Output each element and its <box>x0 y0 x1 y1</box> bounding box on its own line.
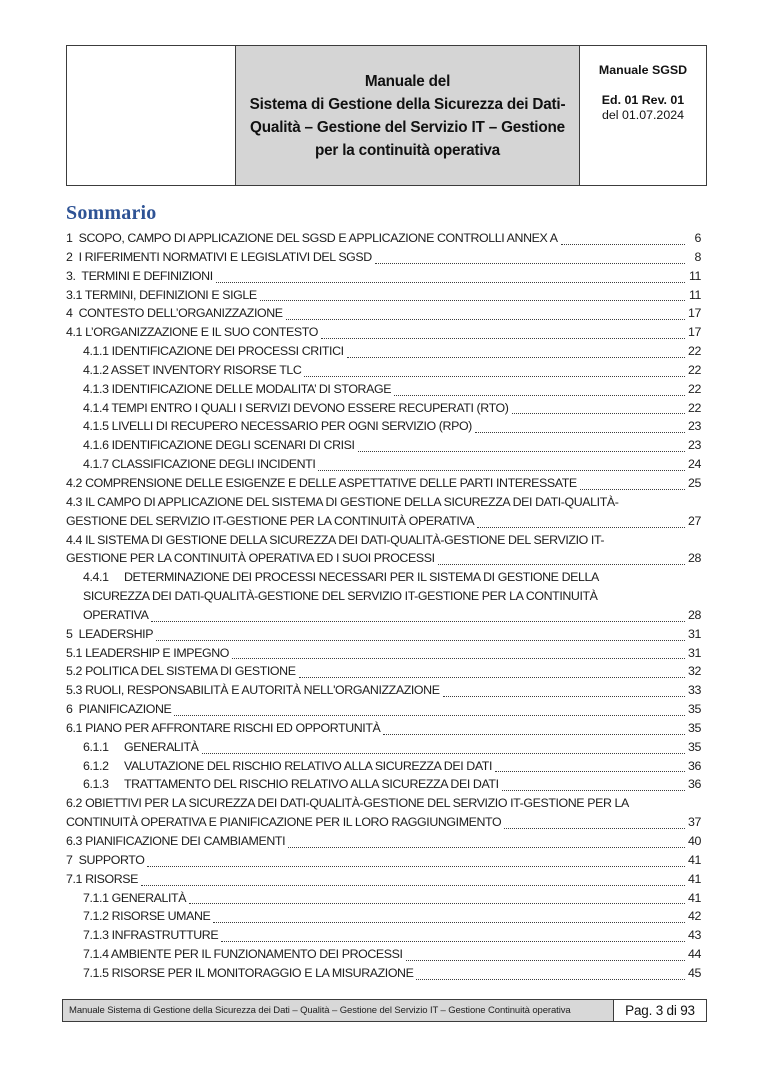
toc-row <box>66 757 701 776</box>
toc-page-number: 41 <box>688 890 701 905</box>
toc-row <box>66 323 701 342</box>
toc-entry-text: 7.1.2 RISORSE UMANE <box>83 909 211 924</box>
document-title-cell <box>236 46 580 185</box>
toc-entry-number: 6.1.2 <box>83 758 109 773</box>
toc-page-number: 35 <box>688 720 701 735</box>
dot-leader <box>288 832 685 848</box>
toc-row <box>66 229 701 248</box>
toc-page-number: 43 <box>688 928 701 943</box>
dot-leader <box>299 662 685 678</box>
toc-entry-text: 4.1.3 IDENTIFICAZIONE DELLE MODALITA’ DI STORAGE <box>83 381 392 396</box>
dot-leader <box>475 417 685 433</box>
dot-leader <box>318 455 685 471</box>
dot-leader <box>504 813 685 829</box>
toc-entry-text: 7.1.5 RISORSE PER IL MONITORAGGIO E LA MISURAZIONE <box>83 965 414 980</box>
dot-leader <box>286 304 685 320</box>
toc-page-number: 35 <box>688 702 701 717</box>
toc-page-number: 11 <box>688 287 701 302</box>
toc-entry-text: VALUTAZIONE DEL RISCHIO RELATIVO ALLA SICUREZZA DEI DATI <box>124 758 492 773</box>
toc-row <box>66 549 701 568</box>
toc-page-number: 17 <box>688 325 701 340</box>
dot-leader <box>151 606 685 622</box>
dot-leader <box>416 964 685 980</box>
toc-entry-text: 1 SCOPO, CAMPO DI APPLICAZIONE DEL SGSD E APPLICAZIONE CONTROLLI ANNEX A <box>66 231 558 245</box>
toc-row <box>66 436 701 455</box>
dot-leader <box>375 248 685 264</box>
toc-row <box>66 662 701 681</box>
dot-leader <box>189 889 685 905</box>
toc-entry-text: 3.1 TERMINI, DEFINIZIONI E SIGLE <box>66 287 257 302</box>
toc-entry-number: 4.4.1 <box>83 570 109 585</box>
toc-row <box>66 644 701 663</box>
toc-page-number: 22 <box>688 344 701 359</box>
dot-leader <box>438 549 685 565</box>
toc-entry-text: 7 SUPPORTO <box>66 852 145 867</box>
toc-entry-text: 7.1.4 AMBIENTE PER IL FUNZIONAMENTO DEI PROCESSI <box>83 947 403 962</box>
dot-leader <box>394 380 685 396</box>
toc-entry-text: 4.4 IL SISTEMA DI GESTIONE DELLA SICUREZZA DEI DATI-QUALITÀ-GESTIONE DEL SERVIZIO IT- <box>66 532 605 547</box>
toc-page-number: 23 <box>688 419 701 434</box>
toc-row <box>66 587 701 606</box>
toc-row <box>66 945 701 964</box>
dot-leader <box>174 700 685 716</box>
dot-leader <box>147 851 685 867</box>
toc-row <box>66 474 701 493</box>
toc-row <box>66 512 701 531</box>
toc-page-number: 11 <box>688 268 701 283</box>
toc-row <box>66 248 701 267</box>
toc-row <box>66 361 701 380</box>
toc-page-number: 31 <box>688 626 701 641</box>
toc-entry-text: 4.1.7 CLASSIFICAZIONE DEGLI INCIDENTI <box>83 457 316 472</box>
toc-page-number: 8 <box>694 249 701 264</box>
toc-entry-text: 6 PIANIFICAZIONE <box>66 702 172 717</box>
toc-page-number: 37 <box>688 815 701 830</box>
toc-row <box>66 794 701 813</box>
toc-row <box>66 926 701 945</box>
doc-edition-date: del 01.07.2024 <box>602 108 684 122</box>
toc-row <box>66 380 701 399</box>
dot-leader <box>358 436 685 452</box>
toc-row <box>66 700 701 719</box>
table-of-contents <box>66 229 701 983</box>
toc-entry-text: GESTIONE PER LA CONTINUITÀ OPERATIVA ED I SUOI PROCESSI <box>66 551 435 566</box>
toc-entry-text: GENERALITÀ <box>124 739 199 754</box>
dot-leader <box>321 323 685 339</box>
dot-leader <box>495 757 685 773</box>
dot-leader <box>304 361 685 377</box>
toc-row <box>66 417 701 436</box>
toc-row <box>66 907 701 926</box>
toc-page-number: 45 <box>688 965 701 980</box>
dot-leader <box>512 399 685 415</box>
toc-page-number: 23 <box>688 438 701 453</box>
toc-row <box>66 870 701 889</box>
toc-entry-text: 5 LEADERSHIP <box>66 626 154 641</box>
document-title-line: Qualità – Gestione del Servizio IT – Gestione <box>250 118 565 136</box>
doc-edition: Ed. 01 Rev. 01 <box>601 93 685 107</box>
dot-leader <box>580 474 685 490</box>
toc-entry-text: 5.2 POLITICA DEL SISTEMA DI GESTIONE <box>66 664 296 679</box>
toc-row <box>66 493 701 512</box>
toc-row <box>66 851 701 870</box>
toc-entry-text: 4.1.2 ASSET INVENTORY RISORSE TLC <box>83 362 302 377</box>
toc-entry-text: 7.1 RISORSE <box>66 871 139 886</box>
dot-leader <box>232 644 685 660</box>
toc-entry-text: 4.1.1 IDENTIFICAZIONE DEI PROCESSI CRITICI <box>83 344 344 359</box>
document-code-cell <box>580 46 706 185</box>
toc-entry-text: 4.3 IL CAMPO DI APPLICAZIONE DEL SISTEMA DI GESTIONE DELLA SICUREZZA DEI DATI-QUALITÀ- <box>66 494 619 509</box>
toc-entry-text: SICUREZZA DEI DATI-QUALITÀ-GESTIONE DEL SERVIZIO IT-GESTIONE PER LA CONTINUITÀ <box>83 589 598 604</box>
toc-row <box>66 531 701 550</box>
dot-leader <box>477 512 685 528</box>
toc-heading: Sommario <box>66 202 157 224</box>
toc-row <box>66 964 701 983</box>
dot-leader <box>216 267 685 283</box>
toc-page-number: 32 <box>688 664 701 679</box>
toc-entry-text: 4.1 L’ORGANIZZAZIONE E IL SUO CONTESTO <box>66 325 318 340</box>
toc-page-number: 27 <box>688 513 701 528</box>
toc-page-number: 22 <box>688 381 701 396</box>
toc-page-number: 35 <box>688 739 701 754</box>
toc-page-number: 41 <box>688 852 701 867</box>
toc-row <box>66 719 701 738</box>
footer-bar <box>62 999 707 1022</box>
toc-page-number: 36 <box>688 758 701 773</box>
toc-page-number: 17 <box>688 306 701 321</box>
dot-leader <box>156 625 685 641</box>
dot-leader <box>502 775 685 791</box>
dot-leader <box>561 229 685 245</box>
dot-leader <box>141 870 685 886</box>
dot-leader <box>202 738 686 754</box>
toc-page-number: 28 <box>688 607 701 622</box>
toc-page-number: 31 <box>688 645 701 660</box>
doc-code: Manuale SGSD <box>598 63 688 77</box>
toc-page-number: 22 <box>688 362 701 377</box>
toc-entry-text: 4.2 COMPRENSIONE DELLE ESIGENZE E DELLE ASPETTATIVE DELLE PARTI INTERESSATE <box>66 475 577 490</box>
toc-entry-number: 6.1.1 <box>83 739 109 754</box>
document-title-line: per la continuità operativa <box>314 141 500 159</box>
dot-leader <box>383 719 685 735</box>
dot-leader <box>221 926 685 942</box>
toc-page-number: 41 <box>688 871 701 886</box>
toc-entry-text: 4.1.5 LIVELLI DI RECUPERO NECESSARIO PER OGNI SERVIZIO (RPO) <box>83 419 472 434</box>
header-table <box>66 45 707 186</box>
toc-row <box>66 681 701 700</box>
toc-row <box>66 455 701 474</box>
dot-leader <box>406 945 685 961</box>
toc-row <box>66 889 701 908</box>
toc-page-number: 6 <box>694 231 701 245</box>
toc-entry-text: 5.3 RUOLI, RESPONSABILITÀ E AUTORITÀ NELL'ORGANIZZAZIONE <box>66 683 440 698</box>
toc-row <box>66 304 701 323</box>
toc-entry-text: 3. TERMINI E DEFINIZIONI <box>66 268 213 283</box>
toc-entry-text: 6.1 PIANO PER AFFRONTARE RISCHI ED OPPORTUNITÀ <box>66 720 381 735</box>
toc-row <box>66 342 701 361</box>
toc-entry-text: 7.1.3 INFRASTRUTTURE <box>83 928 219 943</box>
toc-entry-text: GESTIONE DEL SERVIZIO IT-GESTIONE PER LA CONTINUITÀ OPERATIVA <box>66 513 475 528</box>
toc-row <box>66 568 701 587</box>
toc-row <box>66 625 701 644</box>
toc-row <box>66 267 701 286</box>
toc-page-number: 40 <box>688 834 701 848</box>
dot-leader <box>260 286 685 302</box>
toc-page-number: 25 <box>688 475 701 490</box>
toc-entry-text: 4.1.6 IDENTIFICAZIONE DEGLI SCENARI DI CRISI <box>83 438 355 453</box>
toc-entry-text: 6.2 OBIETTIVI PER LA SICUREZZA DEI DATI-QUALITÀ-GESTIONE DEL SERVIZIO IT-GESTIONE PER LA <box>66 796 629 811</box>
logo-cell <box>67 46 236 185</box>
toc-row <box>66 832 701 851</box>
toc-row <box>66 775 701 794</box>
toc-entry-text: 7.1.1 GENERALITÀ <box>83 890 187 905</box>
toc-entry-text: DETERMINAZIONE DEI PROCESSI NECESSARI PER IL SISTEMA DI GESTIONE DELLA <box>124 570 599 585</box>
dot-leader <box>443 681 685 697</box>
dot-leader <box>213 907 685 923</box>
toc-page-number: 28 <box>688 551 701 566</box>
page-indicator: Pag. 3 di 93 <box>613 999 707 1022</box>
toc-row <box>66 286 701 305</box>
toc-page-number: 36 <box>688 777 701 792</box>
toc-page-number: 44 <box>688 947 701 962</box>
toc-page-number: 22 <box>688 400 701 415</box>
toc-page-number: 24 <box>688 457 701 472</box>
toc-entry-text: 5.1 LEADERSHIP E IMPEGNO <box>66 645 230 660</box>
toc-entry-number: 6.1.3 <box>83 777 109 792</box>
footer-document-title: Manuale Sistema di Gestione della Sicurezza dei Dati – Qualità – Gestione del Servizio IT – Gestione Continuità operativa <box>62 999 613 1022</box>
toc-row <box>66 738 701 757</box>
toc-row <box>66 813 701 832</box>
toc-entry-text: TRATTAMENTO DEL RISCHIO RELATIVO ALLA SICUREZZA DEI DATI <box>124 777 499 792</box>
toc-entry-text: 4 CONTESTO DELL’ORGANIZZAZIONE <box>66 306 283 321</box>
document-title-line: Manuale del <box>364 72 451 90</box>
toc-page-number: 33 <box>688 683 701 698</box>
toc-entry-text: CONTINUITÀ OPERATIVA E PIANIFICAZIONE PER IL LORO RAGGIUNGIMENTO <box>66 815 502 830</box>
document-title-line: Sistema di Gestione della Sicurezza dei Dati- <box>249 95 566 113</box>
toc-row <box>66 606 701 625</box>
toc-entry-text: OPERATIVA <box>83 607 149 622</box>
toc-entry-text: 4.1.4 TEMPI ENTRO I QUALI I SERVIZI DEVONO ESSERE RECUPERATI (RTO) <box>83 400 509 415</box>
toc-entry-text: 2 I RIFERIMENTI NORMATIVI E LEGISLATIVI DEL SGSD <box>66 249 372 264</box>
toc-page-number: 42 <box>688 909 701 924</box>
toc-entry-text: 6.3 PIANIFICAZIONE DEI CAMBIAMENTI <box>66 834 286 848</box>
toc-row <box>66 399 701 418</box>
dot-leader <box>347 342 685 358</box>
